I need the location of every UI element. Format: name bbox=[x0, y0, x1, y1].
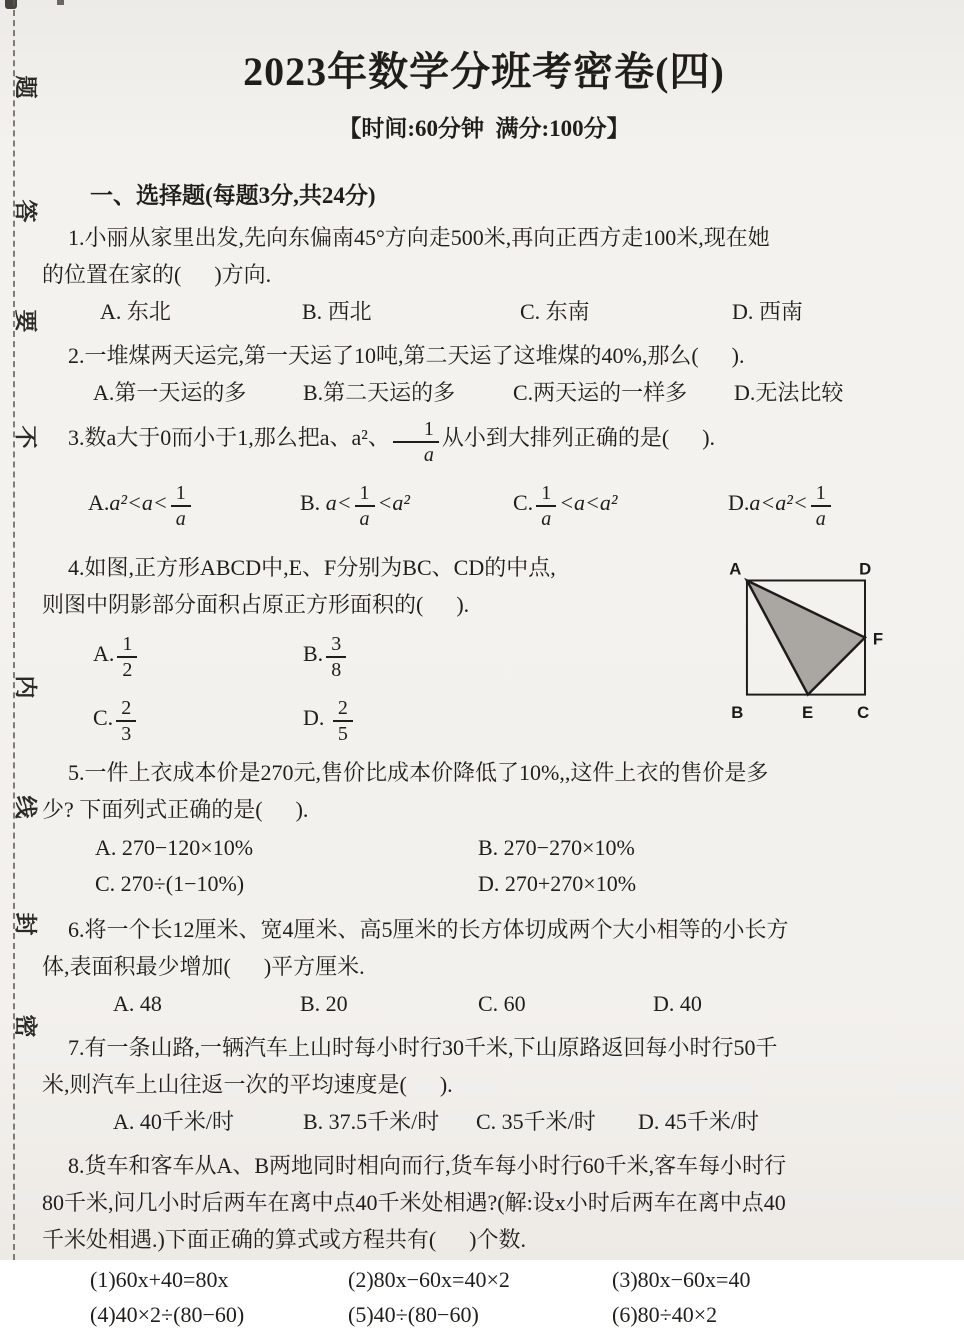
question-2-options bbox=[42, 376, 926, 409]
margin-char: 内 bbox=[13, 675, 38, 699]
q3-option-c: C. $\frac{1}{a}$ <a<a² bbox=[513, 482, 618, 530]
q5-option-c: C. 270÷(1−10%) bbox=[95, 871, 245, 896]
q5-option-d: D. 270+270×10% bbox=[478, 871, 637, 896]
q5-option-a: A. 270−120×10% bbox=[95, 835, 254, 860]
q2-option-c: C.两天运的一样多 bbox=[513, 380, 688, 405]
q8-equation-2: (2)80x−60x=40×2 bbox=[348, 1267, 510, 1292]
margin-char: 答 bbox=[13, 199, 38, 223]
fraction: $\frac{1}{2}$ bbox=[117, 633, 137, 681]
margin-char: 封 bbox=[13, 912, 38, 936]
fraction: $\frac{2}{5}$ bbox=[333, 697, 353, 745]
q8-equation-6: (6)80÷40×2 bbox=[612, 1302, 718, 1327]
margin-char: 线 bbox=[13, 795, 38, 819]
q1-option-b: B. 西北 bbox=[302, 299, 372, 324]
q2-option-b: B.第二天运的多 bbox=[303, 380, 456, 405]
q4-option-a: A. $\frac{1}{2}$ bbox=[93, 633, 303, 681]
question-8-stem: 8.货车和客车从A、B两地同时相向而行,货车每小时行60千米,客车每小时行 80千米,问几小时后两车在离中点40千米处相遇?(解:设x小时后两车在离中点40 千米处相遇.)下面正确的算式或方程共有( )个数. bbox=[42, 1153, 787, 1252]
margin-char: 不 bbox=[13, 425, 38, 449]
question-1-options bbox=[42, 295, 926, 328]
margin-char: 要 bbox=[13, 309, 38, 333]
fraction: $\frac{1}{a}$ bbox=[171, 482, 191, 530]
q1-option-d: D. 西南 bbox=[732, 299, 803, 324]
question-7-stem: 7.有一条山路,一辆汽车上山时每小时行30千米,下山原路返回每小时行50千 米,则汽车上山往返一次的平均速度是( ). bbox=[42, 1035, 778, 1097]
q2-option-a: A.第一天运的多 bbox=[93, 380, 247, 405]
q3-option-a: A.a²<a< $\frac{1}{a}$ bbox=[88, 482, 300, 530]
question-4-stem: 4.如图,正方形ABCD中,E、F分别为BC、CD的中点, 则图中阴影部分面积占原正方形面积的( ). bbox=[42, 555, 556, 617]
q6-option-c: C. 60 bbox=[478, 991, 526, 1016]
question-4-options bbox=[42, 633, 573, 745]
q8-equation-3: (3)80x−60x=40 bbox=[612, 1267, 751, 1292]
q4-option-c: C. $\frac{2}{3}$ bbox=[93, 697, 303, 745]
q6-option-b: B. 20 bbox=[300, 991, 348, 1016]
q8-equation-4: (4)40×2÷(80−60) bbox=[90, 1302, 245, 1327]
q3-option-d: D.a<a²< $\frac{1}{a}$ bbox=[728, 482, 926, 530]
paper-title: 2023年数学分班考密卷(四) bbox=[243, 49, 725, 94]
vertex-label-b: B bbox=[731, 703, 744, 723]
q5-option-b: B. 270−270×10% bbox=[478, 835, 635, 860]
q6-option-d: D. 40 bbox=[653, 991, 702, 1016]
question-5-stem: 5.一件上衣成本价是270元,售价比成本价降低了10%,,这件上衣的售价是多 少? 下面列式正确的是( ). bbox=[42, 760, 769, 822]
fraction: $\frac{1}{a}$ bbox=[393, 418, 439, 466]
q1-option-c: C. 东南 bbox=[520, 299, 590, 324]
question-6-stem: 6.将一个长12厘米、宽4厘米、高5厘米的长方体切成两个大小相等的小长方 体,表面积最少增加( )平方厘米. bbox=[42, 917, 789, 979]
question-7-options bbox=[42, 1105, 926, 1138]
paper-subtitle: 【时间:60分钟 满分:100分】 bbox=[338, 116, 630, 141]
question-3-stem: 3.数a大于0而小于1,那么把a、a²、 $\frac{1}{a}$ 从小到大排列正确的是( ). bbox=[68, 418, 716, 466]
vertex-label-c: C bbox=[857, 703, 870, 723]
vertex-label-f: F bbox=[872, 629, 884, 649]
question-6-options bbox=[42, 987, 926, 1020]
seal-line-margin bbox=[0, 0, 42, 1260]
q8-equation-5: (5)40÷(80−60) bbox=[348, 1302, 479, 1327]
q7-option-b: B. 37.5千米/时 bbox=[303, 1109, 440, 1134]
vertex-label-a: A bbox=[729, 559, 742, 579]
fraction: $\frac{2}{3}$ bbox=[116, 697, 136, 745]
seal-dotted-line bbox=[13, 0, 15, 1260]
fraction: $\frac{1}{a}$ bbox=[536, 482, 556, 530]
fraction: $\frac{1}{a}$ bbox=[811, 482, 831, 530]
q2-option-d: D.无法比较 bbox=[734, 380, 844, 405]
vertex-label-d: D bbox=[859, 559, 872, 579]
section-heading: 一、选择题(每题3分,共24分) bbox=[90, 183, 376, 208]
q3-option-b: B. a< $\frac{1}{a}$ <a² bbox=[300, 482, 410, 530]
q7-option-d: D. 45千米/时 bbox=[638, 1109, 760, 1134]
question-2-stem: 2.一堆煤两天运完,第一天运了10吨,第二天运了这堆煤的40%,那么( ). bbox=[68, 343, 745, 368]
paper-content bbox=[42, 0, 926, 1332]
square-figure bbox=[704, 549, 904, 731]
question-4 bbox=[42, 549, 926, 745]
margin-char: 题 bbox=[13, 75, 38, 99]
question-8-equations bbox=[42, 1262, 926, 1332]
margin-char: 密 bbox=[13, 1014, 38, 1038]
q7-option-c: C. 35千米/时 bbox=[476, 1109, 596, 1134]
shaded-triangle bbox=[747, 580, 865, 694]
question-3-options bbox=[42, 472, 926, 540]
fraction: $\frac{1}{a}$ bbox=[355, 482, 375, 530]
question-1-stem: 1.小丽从家里出发,先向东偏南45°方向走500米,再向正西方走100米,现在她 的位置在家的( )方向. bbox=[42, 225, 770, 287]
q6-option-a: A. 48 bbox=[113, 991, 162, 1016]
fraction: $\frac{3}{8}$ bbox=[326, 633, 346, 681]
q4-option-b: B. $\frac{3}{8}$ bbox=[303, 633, 573, 681]
q4-option-d: D. $\frac{2}{5}$ bbox=[303, 697, 573, 745]
q8-equation-1: (1)60x+40=80x bbox=[90, 1267, 229, 1292]
q7-option-a: A. 40千米/时 bbox=[113, 1109, 235, 1134]
square-abcd-diagram bbox=[704, 549, 904, 731]
question-5-options bbox=[42, 830, 926, 902]
q1-option-a: A. 东北 bbox=[100, 299, 171, 324]
vertex-label-e: E bbox=[802, 703, 814, 723]
